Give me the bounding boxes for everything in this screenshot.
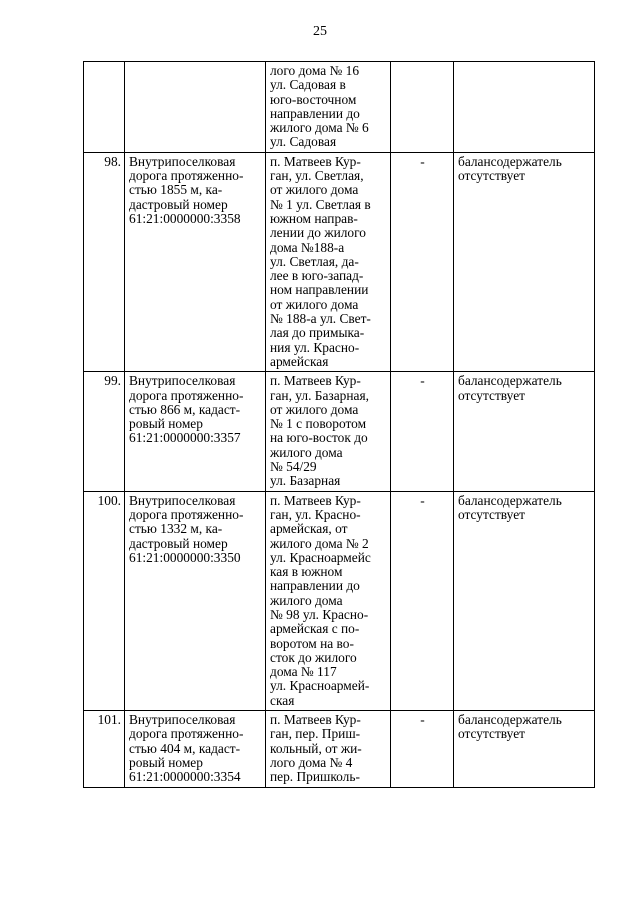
object-name-cell [125, 491, 266, 710]
location-cell-line: п. Матвеев Кур- [270, 153, 361, 169]
object-name-cell [125, 372, 266, 491]
location-cell-line: кая в южном [270, 564, 343, 580]
location-cell-line: кольный, от жи- [270, 740, 362, 756]
object-name-cell-line: 61:21:0000000:3350 [129, 549, 241, 565]
object-name-cell-line: Внутрипоселковая [129, 712, 236, 728]
table-row [84, 372, 595, 491]
balance-holder-cell [454, 152, 595, 371]
table-row [84, 152, 595, 371]
location-cell-line: жилого дома [270, 592, 343, 608]
object-name-cell-line: Внутрипоселковая [129, 373, 236, 389]
row-number-cell: 100. [84, 491, 125, 710]
location-cell-line: сток до жилого [270, 649, 357, 665]
location-cell-line: № 54/29 [270, 459, 317, 475]
balance-holder-cell-line: балансодержатель [458, 373, 562, 389]
object-name-cell-line: 61:21:0000000:3354 [129, 769, 241, 785]
object-name-cell-line: дастровый номер [129, 196, 228, 212]
object-name-cell-line: дорога протяженно- [129, 506, 244, 522]
row-number-cell: 101. [84, 711, 125, 787]
balance-holder-cell-line: отсутствует [458, 726, 525, 742]
object-name-cell-line: стью 1332 м, ка- [129, 521, 223, 537]
object-name-cell-line: ровый номер [129, 754, 203, 770]
location-cell-line: южном направ- [270, 210, 358, 226]
location-cell-line: направлении до [270, 105, 360, 121]
table-row [84, 711, 595, 787]
object-name-cell-line: Внутрипоселковая [129, 492, 236, 508]
location-cell [266, 152, 391, 371]
location-cell-line: № 188-а ул. Свет- [270, 311, 371, 327]
location-cell-line: ул. Садовая [270, 134, 337, 150]
location-cell-line: п. Матвеев Кур- [270, 492, 361, 508]
location-cell-line: направлении до [270, 578, 360, 594]
location-cell-line: ул. Светлая, да- [270, 253, 359, 269]
location-cell-line: жилого дома № 2 [270, 535, 369, 551]
object-name-cell-line: дорога протяженно- [129, 726, 244, 742]
location-cell-line: от жилого дома [270, 182, 359, 198]
object-name-cell-line: дорога протяженно- [129, 168, 244, 184]
location-cell-line: от жилого дома [270, 296, 359, 312]
balance-holder-cell-line: балансодержатель [458, 492, 562, 508]
location-cell-line: дома №188-а [270, 239, 345, 255]
location-cell-line: ном направлении [270, 282, 369, 298]
location-cell [266, 711, 391, 787]
object-name-cell-line: 61:21:0000000:3358 [129, 210, 241, 226]
page-number: 25 [313, 24, 327, 39]
location-cell-line: юго-восточном [270, 91, 357, 107]
location-cell-line: жилого дома № 6 [270, 120, 369, 136]
location-cell-line: армейская [270, 353, 329, 369]
location-cell-line: армейская, от [270, 521, 348, 537]
extra-info-cell: - [391, 152, 454, 371]
location-cell-line: ул. Красноармей- [270, 678, 370, 694]
object-name-cell-line: дорога протяженно- [129, 387, 244, 403]
object-name-cell-line: Внутрипоселковая [129, 153, 236, 169]
location-cell-line: на юго-восток до [270, 430, 368, 446]
location-cell [266, 62, 391, 153]
object-name-cell-line: ровый номер [129, 416, 203, 432]
location-cell-line: лее в юго-запад- [270, 268, 364, 284]
balance-holder-cell-line: отсутствует [458, 506, 525, 522]
location-cell-line: ния ул. Красно- [270, 339, 360, 355]
location-cell-line: пер. Пришколь- [270, 769, 360, 785]
location-cell-line: армейская с по- [270, 621, 360, 637]
row-number-cell [84, 62, 125, 153]
object-name-cell-line: стью 404 м, кадаст- [129, 740, 241, 756]
extra-info-cell: - [391, 491, 454, 710]
location-cell-line: лая до примыка- [270, 325, 365, 341]
balance-holder-cell [454, 711, 595, 787]
location-cell-line: дома № 117 [270, 664, 337, 680]
object-name-cell [125, 62, 266, 153]
location-cell-line: ган, ул. Красно- [270, 506, 361, 522]
object-name-cell-line: стью 866 м, кадаст- [129, 401, 241, 417]
location-cell-line: от жилого дома [270, 401, 359, 417]
location-cell [266, 372, 391, 491]
location-cell-line: ул. Базарная [270, 473, 341, 489]
location-cell-line: № 1 ул. Светлая в [270, 196, 371, 212]
table-row [84, 62, 595, 153]
roads-registry-table [83, 61, 595, 788]
location-cell-line: ул. Красноармейс [270, 549, 371, 565]
extra-info-cell [391, 62, 454, 153]
balance-holder-cell [454, 62, 595, 153]
location-cell-line: воротом на во- [270, 635, 354, 651]
location-cell-line: лого дома № 16 [270, 63, 360, 78]
location-cell-line: жилого дома [270, 444, 343, 460]
balance-holder-cell-line: балансодержатель [458, 712, 562, 728]
balance-holder-cell-line: отсутствует [458, 168, 525, 184]
location-cell-line: № 1 с поворотом [270, 416, 367, 432]
table-row [84, 491, 595, 710]
location-cell-line: ская [270, 692, 295, 708]
balance-holder-cell [454, 372, 595, 491]
object-name-cell-line: 61:21:0000000:3357 [129, 430, 241, 446]
location-cell-line: ган, ул. Светлая, [270, 168, 364, 184]
object-name-cell [125, 152, 266, 371]
location-cell-line: ган, пер. Приш- [270, 726, 361, 742]
location-cell-line: ул. Садовая в [270, 77, 346, 93]
object-name-cell-line: дастровый номер [129, 535, 228, 551]
location-cell-line: лого дома № 4 [270, 754, 353, 770]
balance-holder-cell [454, 491, 595, 710]
location-cell-line: № 98 ул. Красно- [270, 606, 369, 622]
location-cell [266, 491, 391, 710]
extra-info-cell: - [391, 711, 454, 787]
row-number-cell: 99. [84, 372, 125, 491]
balance-holder-cell-line: балансодержатель [458, 153, 562, 169]
location-cell-line: ган, ул. Базарная, [270, 387, 369, 403]
balance-holder-cell-line: отсутствует [458, 387, 525, 403]
registry-body [84, 62, 595, 788]
object-name-cell [125, 711, 266, 787]
extra-info-cell: - [391, 372, 454, 491]
location-cell-line: п. Матвеев Кур- [270, 712, 361, 728]
object-name-cell-line: стью 1855 м, ка- [129, 182, 223, 198]
location-cell-line: лении до жилого [270, 225, 366, 241]
location-cell-line: п. Матвеев Кур- [270, 373, 361, 389]
row-number-cell: 98. [84, 152, 125, 371]
